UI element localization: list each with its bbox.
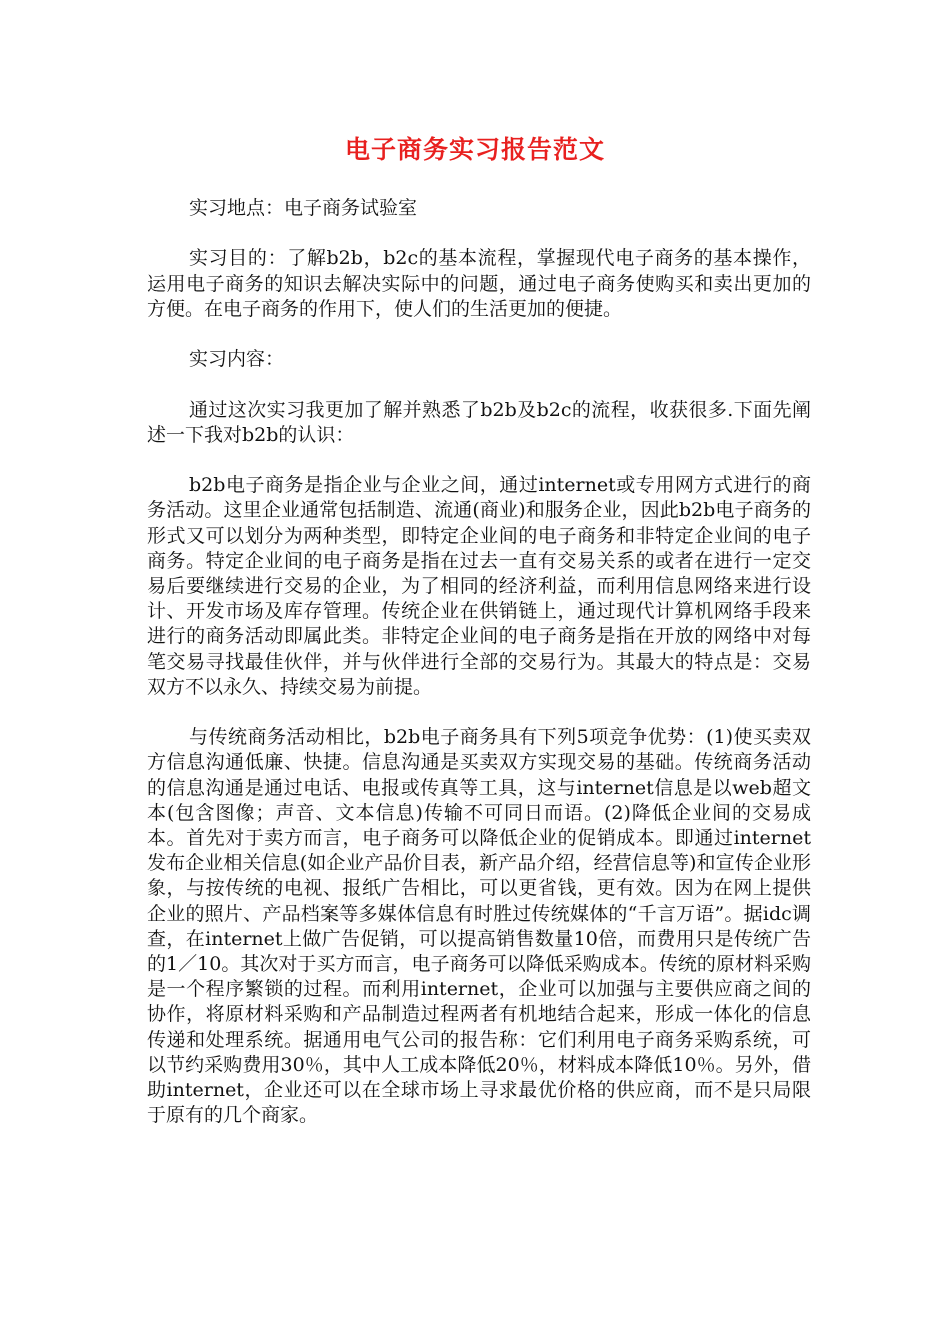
paragraph-location: 实习地点：电子商务试验室: [189, 197, 418, 219]
paragraph-b2b-definition: b2b电子商务是指企业与企业之间，通过internet或专用网方式进行的商务活动。这里企业通常包括制造、流通(商业)和服务企业，因此b2b电子商务的形式又可以划分为两种类型，即特定企业间的电子商务和非特定企业间的电子商务。特定企业间的电子商务是指在过去一直有交易关系的或者在进行一定交易后要继续进行交易的企业，为了相同的经济利益，而利用信息网络来进行设计、开发市场及库存管理。传统企业在供销链上，通过现代计算机网络手段来进行的商务活动即属此类。非特定企业间的电子商务是指在开放的网络中对每笔交易寻找最佳伙伴，并与伙伴进行全部的交易行为。其最大的特点是：交易双方不以永久、持续交易为前提。: [147, 474, 811, 698]
paragraph-content-heading: 实习内容：: [189, 348, 285, 371]
paragraph-b2b-advantages: 与传统商务活动相比，b2b电子商务具有下列5项竞争优势：(1)使买卖双方信息沟通低廉、快捷。信息沟通是买卖双方实现交易的基础。传统商务活动的信息沟通是通过电话、电报或传真等工具，这与internet信息是以web超文本(包含图像；声音、文本信息)传输不可同日而语。(2)降低企业间的交易成本。首先对于卖方而言，电子商务可以降低企业的促销成本。即通过internet发布企业相关信息(如企业产品价目表，新产品介绍，经营信息等)和宣传企业形象，与按传统的电视、报纸广告相比，可以更省钱，更有效。因为在网上提供企业的照片、产品档案等多媒体信息有时胜过传统媒体的“千言万语”。据idc调查，在internet上做广告促销，可以提高销售数量10倍，而费用只是传统广告的1／10。其次对于买方而言，电子商务可以降低采购成本。传统的原材料采购是一个程序繁锁的过程。而利用internet，企业可以加强与主要供应商之间的协作，将原材料采购和产品制造过程两者有机地结合起来，形成一体化的信息传递和处理系统。据通用电气公司的报告称：它们利用电子商务采购系统，可以节约采购费用30％，其中人工成本降低20％，材料成本降低10％。另外，借助internet，企业还可以在全球市场上寻求最优价格的供应商，而不是只局限于原有的几个商家。: [147, 726, 811, 1127]
document-body: [147, 196, 811, 1128]
document-title: 电子商务实习报告范文: [344, 135, 605, 164]
paragraph-purpose: 实习目的：了解b2b，b2c的基本流程，掌握现代电子商务的基本操作，运用电子商务的知识去解决实际中的问题，通过电子商务使购买和卖出更加的方便。在电子商务的作用下，使人们的生活更加的便捷。: [147, 247, 811, 320]
paragraph-intro: 通过这次实习我更加了解并熟悉了b2b及b2c的流程，收获很多.下面先阐述一下我对b2b的认识：: [147, 398, 811, 446]
